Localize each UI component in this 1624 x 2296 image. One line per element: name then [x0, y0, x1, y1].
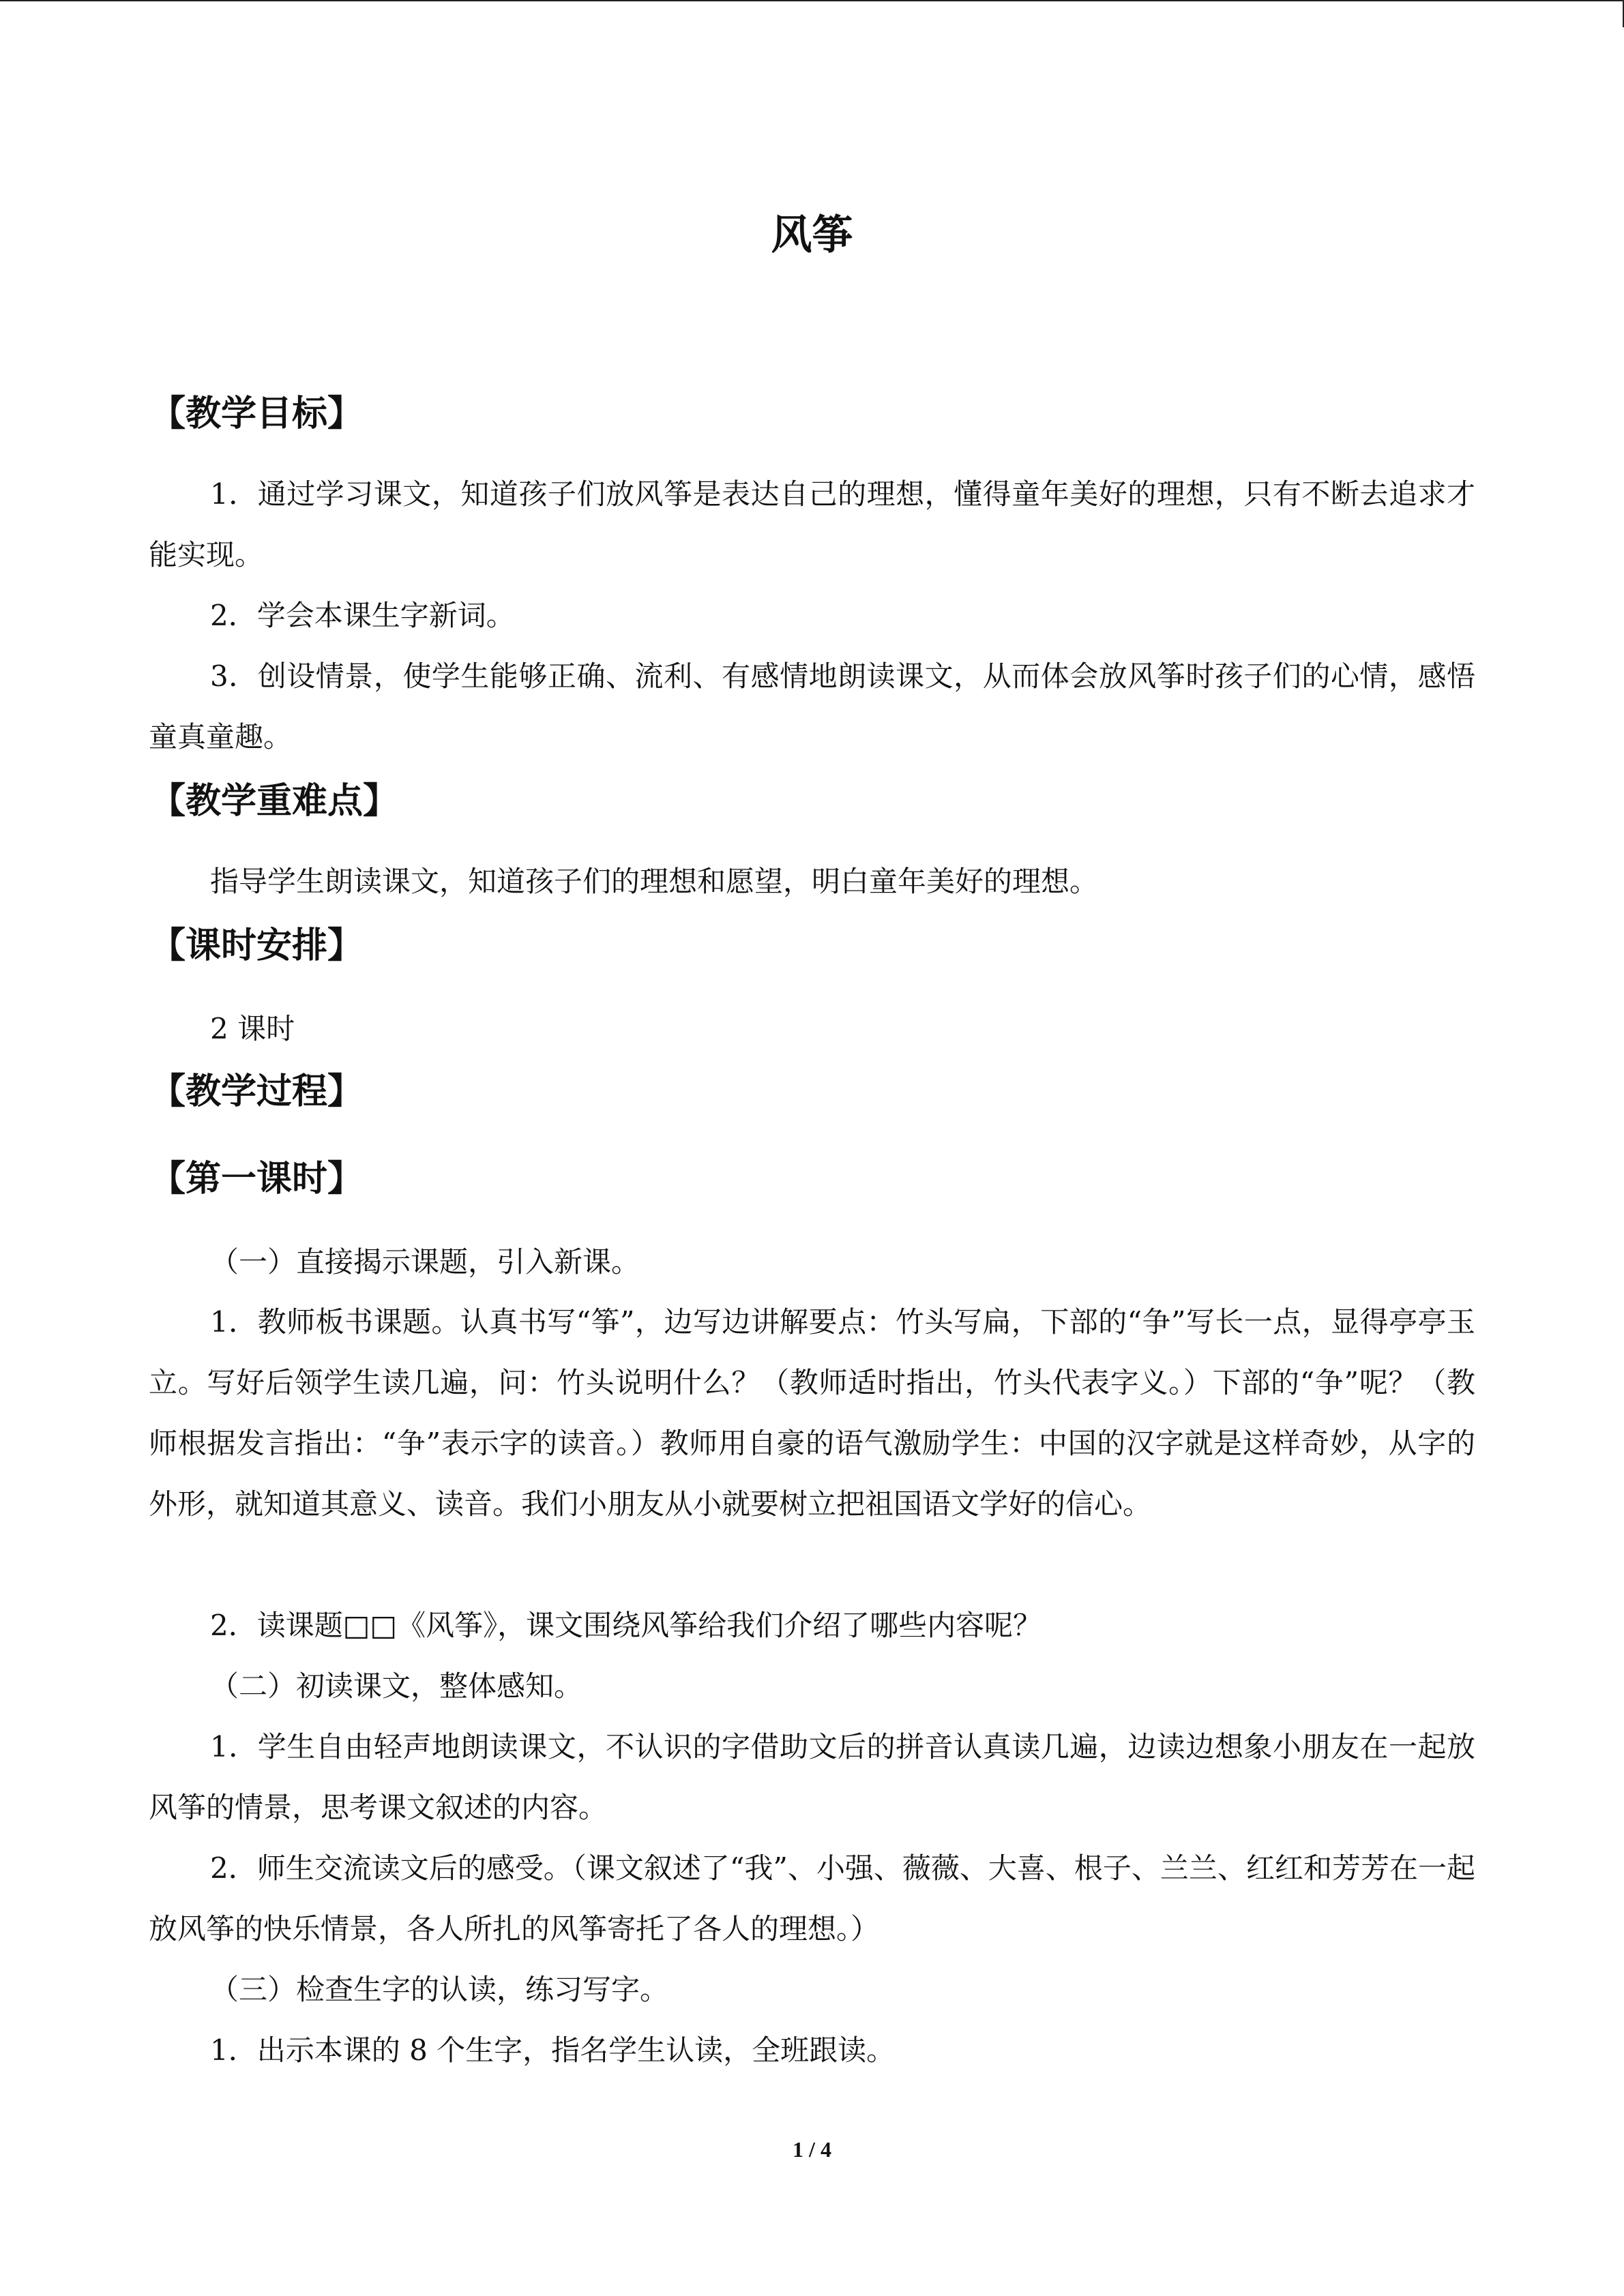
lesson-paragraph-4: （二）初读课文，整体感知。 [210, 1669, 583, 1703]
lesson-paragraph-3: 2．读课题□□《风筝》，课文围绕风筝给我们介绍了哪些内容呢？ [210, 1609, 1042, 1642]
key-points-text: 指导学生朗读课文，知道孩子们的理想和愿望，明白童年美好的理想。 [210, 865, 1099, 898]
schedule-text: 2 课时 [210, 1012, 295, 1045]
top-border-line [0, 0, 1624, 1]
document-title: 风筝 [771, 211, 853, 259]
heading-first-lesson: 【第一课时】 [150, 1159, 364, 1199]
lesson-paragraph-5: 1．学生自由轻声地朗读课文，不认识的字借助文后的拼音认真读几遍，边读边想象小朋友在一起放风筝的情景，思考课文叙述的内容。 [149, 1730, 1475, 1824]
lesson-paragraph-6: 2．师生交流读文后的感受。（课文叙述了“我”、小强、薇薇、大喜、根子、兰兰、红红和芳芳在一起放风筝的快乐情景，各人所扎的风筝寄托了各人的理想。） [149, 1851, 1475, 1945]
lesson-paragraph-2: 1．教师板书课题。认真书写“筝”，边写边讲解要点：竹头写扁，下部的“争”写长一点，显得亭亭玉立。写好后领学生读几遍，问：竹头说明什么？（教师适时指出，竹头代表字义。）下部的“争”呢？（教师根据发言指出：“争”表示字的读音。）教师用自豪的语气激励学生：中国的汉字就是这样奇妙，从字的外形，就知道其意义、读音。我们小朋友从小就要树立把祖国语文学好的信心。 [149, 1305, 1475, 1521]
page-number: 1 / 4 [793, 2137, 831, 2162]
heading-process: 【教学过程】 [150, 1071, 364, 1112]
objective-item-3: 3．创设情景，使学生能够正确、流利、有感情地朗读课文，从而体会放风筝时孩子们的心情，感悟童真童趣。 [149, 659, 1475, 754]
lesson-paragraph-1: （一）直接揭示课题，引入新课。 [210, 1245, 640, 1279]
lesson-paragraph-7: （三）检查生字的认读，练习写字。 [210, 1973, 669, 2006]
lesson-paragraph-8: 1．出示本课的 8 个生字，指名学生认读，全班跟读。 [210, 2033, 896, 2067]
heading-key-points: 【教学重难点】 [150, 781, 399, 822]
objective-item-1: 1．通过学习课文，知道孩子们放风筝是表达自己的理想，懂得童年美好的理想，只有不断去追求才能实现。 [149, 477, 1475, 571]
heading-objectives: 【教学目标】 [150, 393, 364, 434]
objective-item-2: 2．学会本课生字新词。 [210, 599, 515, 632]
heading-schedule: 【课时安排】 [150, 925, 364, 966]
